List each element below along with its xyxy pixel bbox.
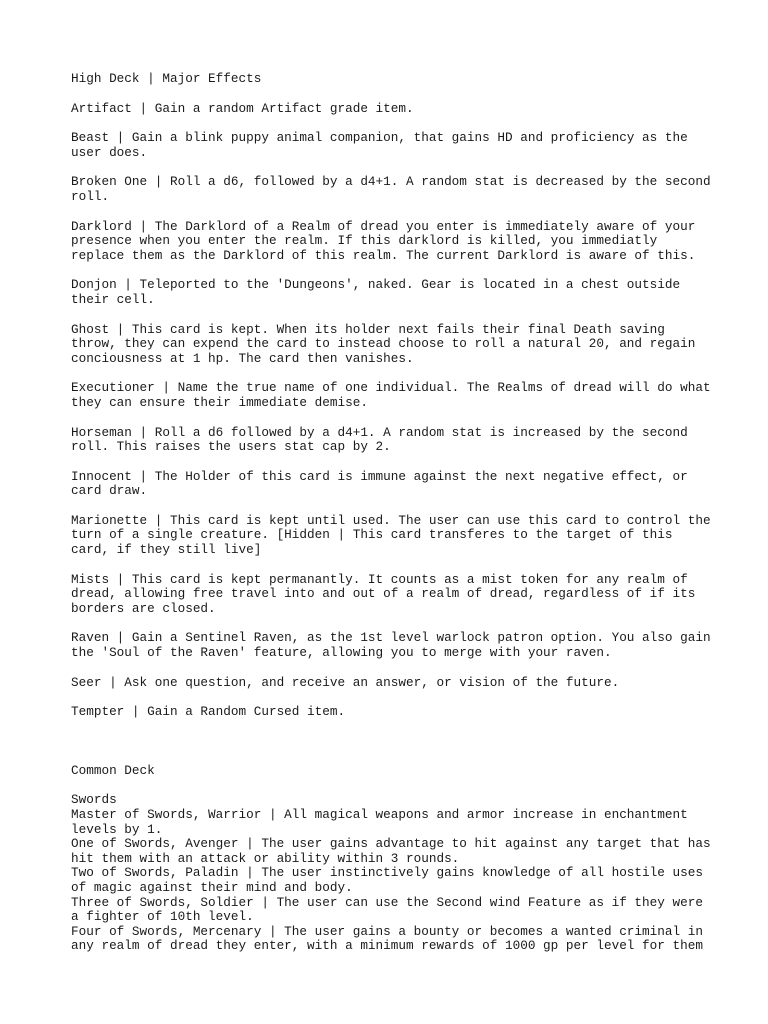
card-seer: Seer | Ask one question, and receive an answer, or vision of the future.: [71, 674, 620, 690]
card-artifact: Artifact | Gain a random Artifact grade item.: [71, 100, 414, 116]
card-tempter: Tempter | Gain a Random Cursed item.: [71, 704, 346, 720]
high-deck-title: High Deck | Major Effects: [71, 71, 262, 86]
card-three-of-swords: Three of Swords, Soldier | The user can use the Second wind Feature as if they were a fighter of 10th level.: [71, 894, 711, 925]
card-beast: Beast | Gain a blink puppy animal companion, that gains HD and proficiency as the user does.: [71, 130, 696, 160]
document-page: [71, 71, 719, 954]
card-master-of-swords: Master of Swords, Warrior | All magical weapons and armor increase in enchantment levels by 1.: [71, 807, 696, 837]
suit-heading-swords: Swords: [71, 792, 117, 808]
section-spacer: [71, 735, 711, 764]
card-horseman: Horseman | Roll a d6 followed by a d4+1. A random stat is increased by the second roll. This raises the users stat cap by 2.: [71, 424, 696, 455]
card-one-of-swords: One of Swords, Avenger | The user gains advantage to hit against any target that has hit them with an attack or ability within 3 rounds.: [71, 836, 719, 866]
card-two-of-swords: Two of Swords, Paladin | The user instinctively gains knowledge of all hostile uses of magic against their mind and body.: [71, 865, 711, 895]
common-deck-title: Common Deck: [71, 762, 155, 778]
card-marionette: Marionette | This card is kept until used. The user can use this card to control the turn of a single creature. [Hidden | This card transferes to the target of this card, if they still live]: [71, 512, 719, 558]
swords-suit-list: [71, 792, 719, 954]
card-innocent: Innocent | The Holder of this card is immune against the next negative effect, or card draw.: [71, 468, 696, 499]
card-donjon: Donjon | Teleported to the 'Dungeons', naked. Gear is located in a chest outside their cell.: [71, 277, 688, 307]
card-raven: Raven | Gain a Sentinel Raven, as the 1st level warlock patron option. You also gain the 'Soul of the Raven' feature, allowing you to merge with your raven.: [71, 630, 719, 661]
card-darklord: Darklord | The Darklord of a Realm of dread you enter is immediately aware of your presence when you enter the realm. If this darklord is killed, you immediatly replace them as the Darklord of this realm. The current Darklord is aware of this.: [71, 218, 703, 263]
card-mists: Mists | This card is kept permanantly. It counts as a mist token for any realm of dread, allowing free travel into and out of a realm of dread, regardless of if its borders are closed.: [71, 571, 703, 616]
card-executioner: Executioner | Name the true name of one individual. The Realms of dread will do what they can ensure their immediate demise.: [71, 380, 719, 410]
card-four-of-swords: Four of Swords, Mercenary | The user gains a bounty or becomes a wanted criminal in any realm of dread they enter, with a minimum rewards of 1000 gp per level for them: [71, 923, 711, 954]
card-ghost: Ghost | This card is kept. When its holder next fails their final Death saving throw, they can expend the card to instead choose to roll a natural 20, and regain conciousness at 1 hp. The card then vanishes.: [71, 321, 703, 366]
card-broken-one: Broken One | Roll a d6, followed by a d4+1. A random stat is decreased by the second roll.: [71, 174, 719, 204]
high-deck-card-list: [71, 100, 719, 720]
